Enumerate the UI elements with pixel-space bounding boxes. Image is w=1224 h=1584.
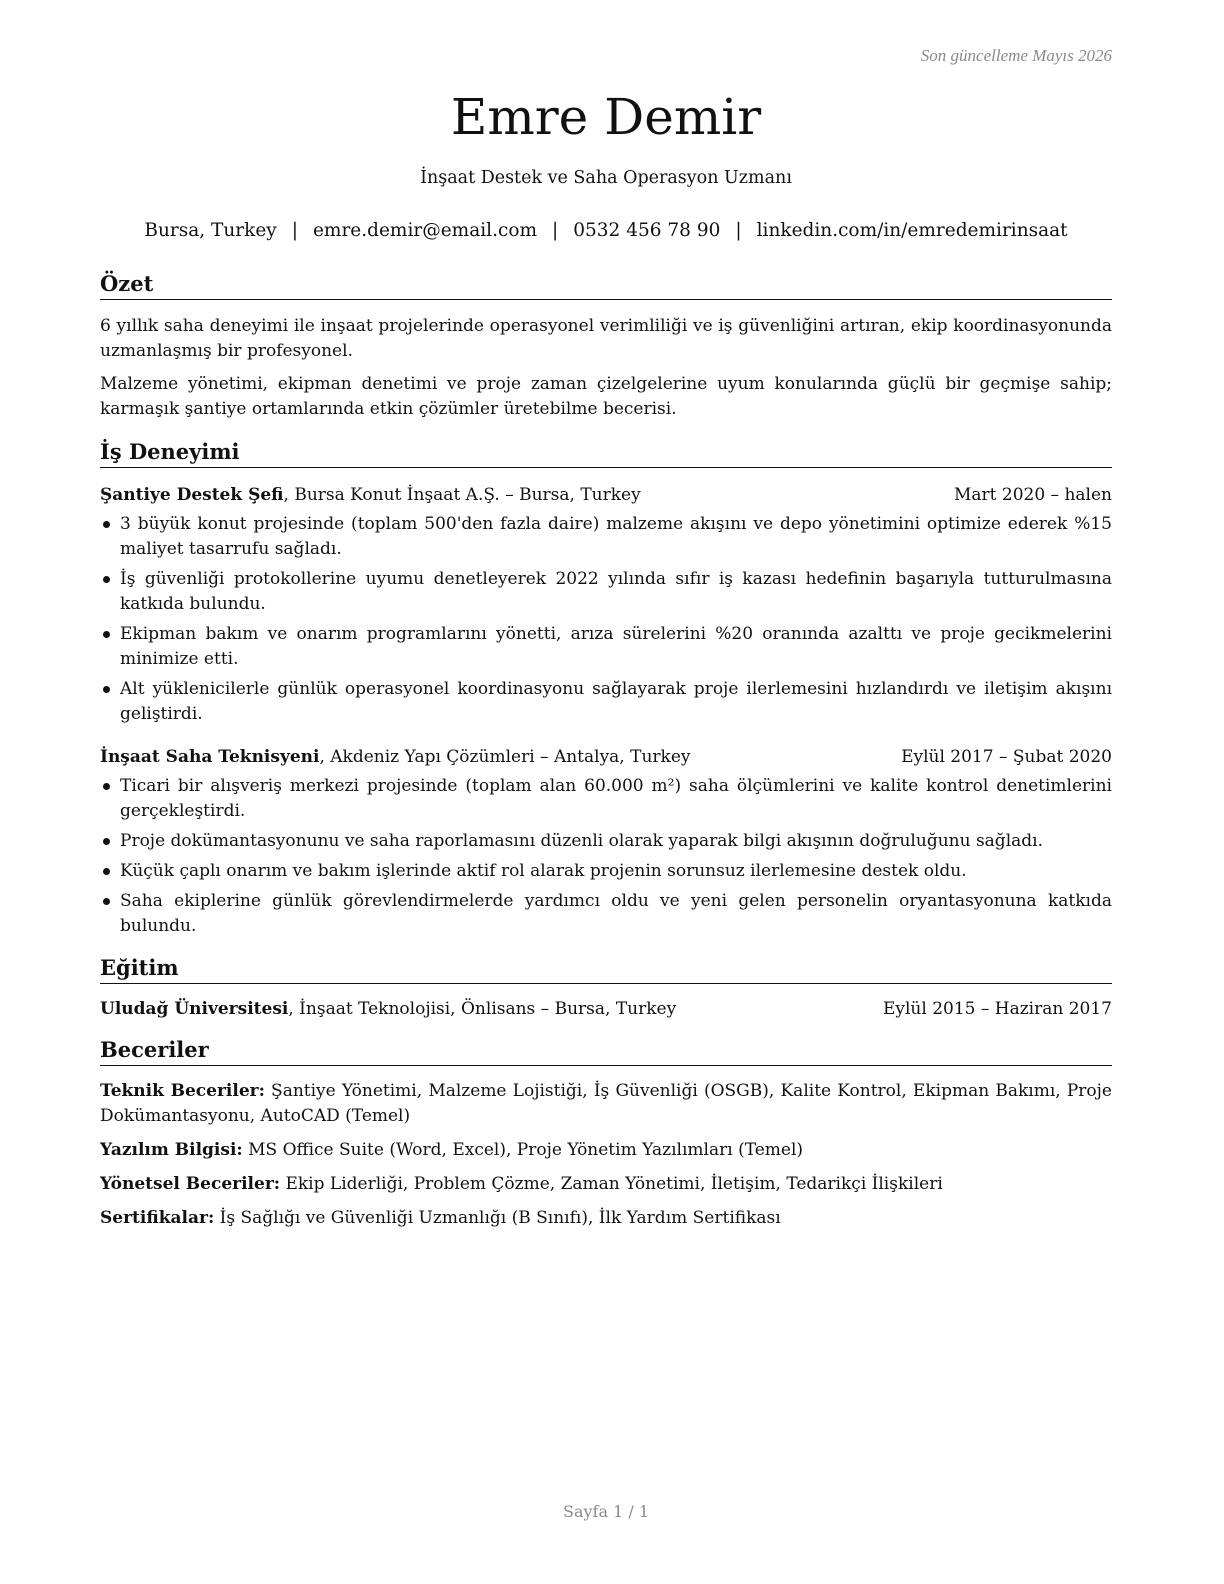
summary-heading: Özet: [100, 270, 1112, 300]
contact-line: [100, 220, 1112, 241]
skills-section: [100, 1036, 1112, 1231]
candidate-title: İnşaat Destek ve Saha Operasyon Uzmanı: [420, 168, 792, 188]
skills-label: Yönetsel Beceriler:: [100, 1174, 281, 1194]
skills-label: Teknik Beceriler:: [100, 1081, 265, 1101]
job-role-company: [100, 745, 691, 770]
contact-phone: 0532 456 78 90: [573, 220, 721, 241]
job-bullet: [100, 677, 1112, 727]
job-bullet: [100, 512, 1112, 562]
contact-separator: |: [291, 220, 298, 241]
bullet-icon: [103, 631, 110, 638]
job-bullets: [100, 774, 1112, 939]
education-entry: [100, 997, 1112, 1022]
contact-linkedin[interactable]: linkedin.com/in/emredemirinsaat: [756, 220, 1068, 241]
job-bullet: [100, 567, 1112, 617]
job-bullet-text: Ekipman bakım ve onarım programlarını yönetti, arıza sürelerini %20 oranında azalttı ve proje gecikmelerini minimize etti.: [120, 624, 1112, 669]
bullet-icon: [103, 868, 110, 875]
job-bullet-text: İş güvenliği protokollerine uyumu denetleyerek 2022 yılında sıfır iş kazası hedefinin başarıyla tutturulmasına katkıda bulundu.: [120, 569, 1112, 614]
education-section: [100, 954, 1112, 1022]
job-bullet: [100, 774, 1112, 824]
contact-email[interactable]: emre.demir@email.com: [312, 220, 538, 241]
job-role: İnşaat Saha Teknisyeni: [100, 747, 320, 767]
job-bullet-text: Ticari bir alışveriş merkezi projesinde (toplam alan 60.000 m²) saha ölçümlerini ve kalite kontrol denetimlerini gerçekleştirdi.: [120, 776, 1112, 821]
job-header: [100, 483, 1112, 508]
job-company-location: , Akdeniz Yapı Çözümleri – Antalya, Turkey: [319, 747, 691, 767]
skills-row: [100, 1079, 1112, 1129]
skills-label: Yazılım Bilgisi:: [100, 1140, 243, 1160]
job-bullet-text: Saha ekiplerine günlük görevlendirmelerde yardımcı oldu ve yeni gelen personelin oryantasyonuna katkıda bulundu.: [120, 891, 1112, 936]
education-heading: Eğitim: [100, 954, 1112, 984]
skills-row: [100, 1172, 1112, 1197]
job-bullet: [100, 859, 1112, 884]
candidate-name: Emre Demir: [450, 88, 762, 146]
bullet-icon: [103, 686, 110, 693]
contact-separator: |: [735, 220, 742, 241]
skills-value: Şantiye Yönetimi, Malzeme Lojistiği, İş Güvenliği (OSGB), Kalite Kontrol, Ekipman Bakımı, Proje Dokümantasyonu, AutoCAD (Temel): [100, 1081, 1112, 1126]
job-company-location: , Bursa Konut İnşaat A.Ş. – Bursa, Turkey: [283, 485, 641, 505]
resume-page: [100, 0, 1112, 1584]
experience-section: [100, 438, 1112, 939]
experience-heading: İş Deneyimi: [100, 438, 1112, 468]
skills-value: MS Office Suite (Word, Excel), Proje Yönetim Yazılımları (Temel): [242, 1140, 804, 1160]
job-bullets: [100, 512, 1112, 727]
summary-paragraph: Malzeme yönetimi, ekipman denetimi ve proje zaman çizelgelerine uyum konularında güçlü bir geçmişe sahip; karmaşık şantiye ortamlarında etkin çözümler üretebilme becerisi.: [100, 374, 1112, 419]
last-updated-note: Son güncelleme Mayıs 2026: [920, 46, 1112, 65]
summary-section: [100, 270, 1112, 422]
job-bullet-text: Proje dokümantasyonunu ve saha raporlamasını düzenli olarak yaparak bilgi akışının doğruluğunu sağladı.: [120, 831, 1043, 851]
job-bullet: [100, 622, 1112, 672]
job-entry: [100, 483, 1112, 727]
job-entry: [100, 745, 1112, 939]
summary-paragraph: 6 yıllık saha deneyimi ile inşaat projelerinde operasyonel verimliliği ve iş güvenliğini artıran, ekip koordinasyonunda uzmanlaşmış bir profesyonel.: [100, 316, 1112, 361]
education-dates: Eylül 2015 – Haziran 2017: [882, 999, 1112, 1019]
job-header: [100, 745, 1112, 770]
contact-separator: |: [552, 220, 559, 241]
skills-row: [100, 1138, 1112, 1163]
bullet-icon: [103, 783, 110, 790]
bullet-icon: [103, 838, 110, 845]
skills-value: İş Sağlığı ve Güvenliği Uzmanlığı (B Sınıfı), İlk Yardım Sertifikası: [214, 1208, 781, 1228]
skills-heading: Beceriler: [100, 1036, 1112, 1066]
resume-body: [100, 270, 1112, 1231]
education-school-details: [100, 997, 676, 1022]
job-bullet-text: Küçük çaplı onarım ve bakım işlerinde aktif rol alarak projenin sorunsuz ilerlemesine destek oldu.: [120, 861, 967, 881]
bullet-icon: [103, 521, 110, 528]
skills-value: Ekip Liderliği, Problem Çözme, Zaman Yönetimi, İletişim, Tedarikçi İlişkileri: [280, 1174, 943, 1194]
job-bullet-text: Alt yüklenicilerle günlük operasyonel koordinasyonu sağlayarak proje ilerlemesini hızlandırdı ve iletişim akışını geliştirdi.: [120, 679, 1112, 724]
job-bullet: [100, 889, 1112, 939]
skills-label: Sertifikalar:: [100, 1208, 215, 1228]
job-dates: Mart 2020 – halen: [953, 485, 1112, 505]
job-dates: Eylül 2017 – Şubat 2020: [901, 747, 1112, 767]
skills-row: [100, 1206, 1112, 1231]
bullet-icon: [103, 576, 110, 583]
contact-location: Bursa, Turkey: [144, 220, 277, 241]
job-bullet: [100, 829, 1112, 854]
page-number: Sayfa 1 / 1: [562, 1502, 649, 1521]
bullet-icon: [103, 898, 110, 905]
job-role: Şantiye Destek Şefi: [100, 485, 284, 505]
job-role-company: [100, 483, 641, 508]
education-school: Uludağ Üniversitesi: [100, 999, 289, 1019]
education-details: , İnşaat Teknolojisi, Önlisans – Bursa, Turkey: [288, 999, 677, 1019]
job-bullet-text: 3 büyük konut projesinde (toplam 500'den fazla daire) malzeme akışını ve depo yönetimini optimize ederek %15 maliyet tasarrufu sağladı.: [120, 514, 1112, 559]
